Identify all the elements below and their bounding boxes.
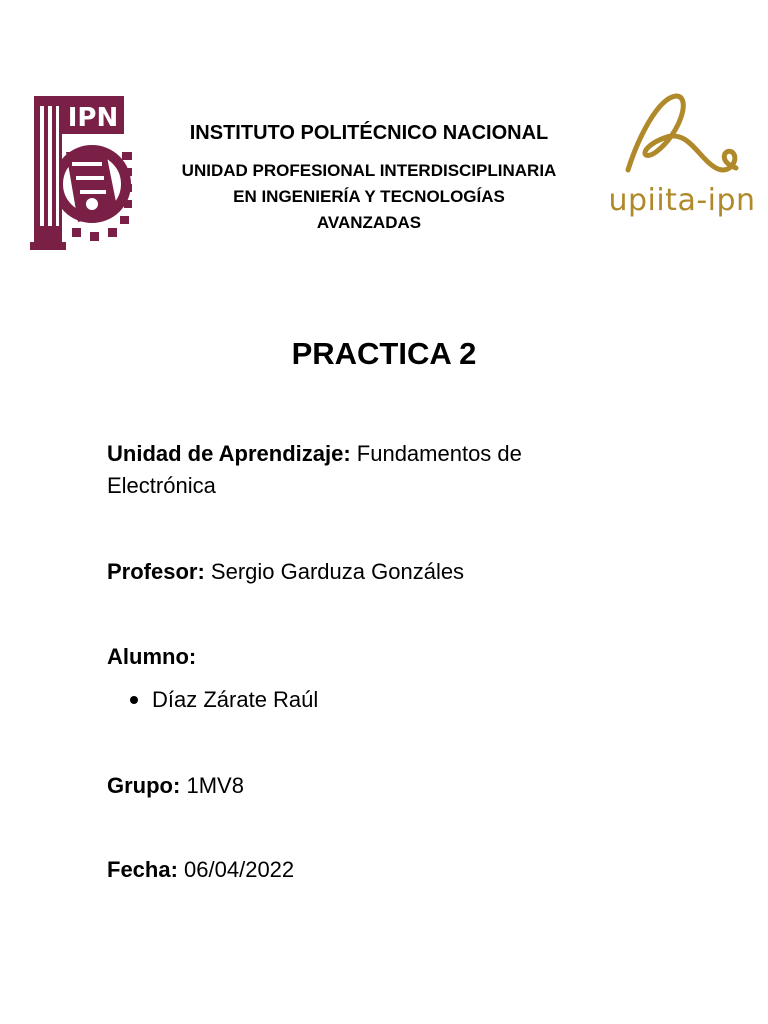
field-value: 06/04/2022 bbox=[184, 857, 295, 882]
field-label: Profesor: bbox=[107, 559, 205, 584]
ipn-crest-logo bbox=[26, 92, 132, 252]
field-fecha bbox=[107, 854, 627, 886]
upiita-logo-text: upiita-ipn bbox=[608, 183, 756, 218]
field-unidad-aprendizaje bbox=[107, 438, 627, 502]
alumno-name: Díaz Zárate Raúl bbox=[152, 687, 319, 712]
document-header bbox=[0, 0, 768, 260]
unit-name-line: AVANZADAS bbox=[316, 213, 422, 232]
unit-name-line: UNIDAD PROFESIONAL INTERDISCIPLINARIA bbox=[181, 161, 557, 180]
svg-text:IPN: IPN bbox=[67, 103, 119, 133]
institute-name: INSTITUTO POLITÉCNICO NACIONAL bbox=[189, 122, 549, 144]
field-value: Fundamentos de Electrónica bbox=[107, 441, 522, 498]
alumno-list bbox=[130, 684, 318, 716]
field-label: Alumno: bbox=[107, 644, 197, 669]
unit-name bbox=[140, 158, 598, 236]
document-title: PRACTICA 2 bbox=[291, 336, 477, 371]
bullet-icon bbox=[130, 696, 138, 704]
field-label: Fecha: bbox=[107, 857, 178, 882]
upiita-logo bbox=[598, 88, 766, 228]
field-grupo bbox=[107, 770, 627, 802]
field-profesor bbox=[107, 556, 627, 588]
field-label: Unidad de Aprendizaje: bbox=[107, 441, 351, 466]
field-value: Sergio Garduza Gonzáles bbox=[210, 559, 465, 584]
unit-name-line: EN INGENIERÍA Y TECNOLOGÍAS bbox=[233, 187, 505, 206]
list-item bbox=[130, 684, 318, 716]
field-alumno bbox=[107, 641, 627, 673]
field-value: 1MV8 bbox=[186, 773, 244, 798]
field-label: Grupo: bbox=[107, 773, 181, 798]
